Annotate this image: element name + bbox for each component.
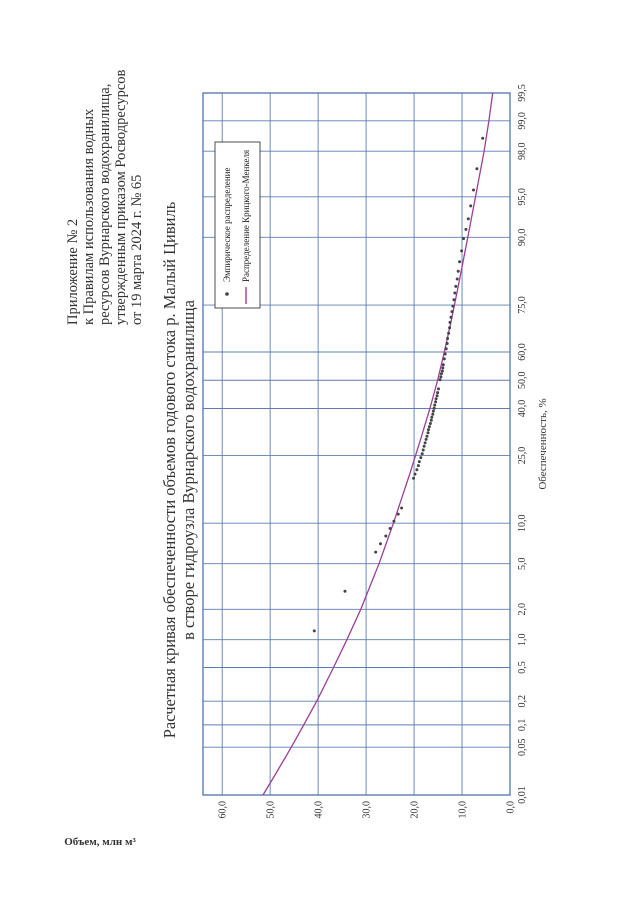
- empirical-point: [426, 435, 429, 438]
- x-tick-labels: [517, 84, 528, 804]
- empirical-point: [452, 298, 455, 301]
- legend-marker-empirical: [225, 292, 229, 296]
- empirical-point: [451, 305, 454, 308]
- chart-subtitle: в створе гидроузла Вурнарского водохранилища: [179, 300, 198, 640]
- empirical-point: [384, 535, 387, 538]
- x-tick-label: 0,01: [517, 786, 528, 804]
- annex-line-5: от 19 марта 2024 г. № 65: [129, 174, 145, 325]
- legend-label-empirical: Эмпирическое распределение: [222, 167, 232, 282]
- empirical-point: [435, 397, 438, 400]
- x-tick-label: 99,0: [517, 112, 528, 130]
- empirical-point: [418, 460, 421, 463]
- empirical-point: [439, 375, 442, 378]
- empirical-point: [447, 332, 450, 335]
- x-tick-label: 0,2: [517, 694, 528, 708]
- empirical-point: [442, 363, 445, 366]
- x-tick-label: 5,0: [517, 557, 528, 570]
- empirical-point: [412, 477, 415, 480]
- empirical-point: [453, 292, 456, 295]
- empirical-point: [437, 387, 440, 390]
- empirical-point: [433, 404, 436, 407]
- empirical-point: [464, 228, 467, 231]
- empirical-point: [419, 456, 422, 459]
- x-tick-label: 0,05: [517, 738, 528, 756]
- empirical-point: [450, 316, 453, 319]
- x-tick-label: 40,0: [517, 399, 528, 418]
- x-axis-title: Обеспеченность, %: [537, 398, 549, 490]
- empirical-point: [421, 452, 424, 455]
- empirical-point: [441, 366, 444, 369]
- empirical-point: [462, 237, 465, 240]
- empirical-point: [467, 217, 470, 220]
- empirical-point: [374, 551, 377, 554]
- empirical-point: [433, 407, 436, 410]
- empirical-point: [449, 321, 452, 324]
- empirical-point: [427, 428, 430, 431]
- empirical-point: [430, 416, 433, 419]
- x-tick-label: 0,1: [517, 718, 528, 732]
- empirical-point: [446, 337, 449, 340]
- empirical-point: [430, 419, 433, 422]
- empirical-point: [417, 464, 420, 467]
- empirical-point: [456, 278, 459, 281]
- annex-line-2: к Правилам использования водных: [81, 108, 97, 325]
- x-tick-label: 0,5: [517, 661, 528, 674]
- x-tick-label: 50,0: [517, 371, 528, 390]
- legend: [215, 142, 260, 308]
- empirical-point: [422, 449, 425, 452]
- y-tick-label: 40,0: [313, 801, 325, 819]
- x-tick-label: 99,5: [517, 84, 528, 102]
- empirical-point: [389, 527, 392, 530]
- x-tick-label: 25,0: [517, 446, 528, 465]
- x-tick-label: 2,0: [517, 603, 528, 616]
- empirical-point: [415, 468, 418, 471]
- empirical-point: [469, 204, 472, 207]
- empirical-point: [432, 410, 435, 413]
- empirical-point: [428, 425, 431, 428]
- empirical-point: [436, 391, 439, 394]
- empirical-point: [425, 438, 428, 441]
- empirical-point: [313, 629, 316, 632]
- empirical-point: [481, 137, 484, 140]
- empirical-point: [475, 167, 478, 170]
- annex-line-4: утвержденным приказом Росводресурсов: [113, 69, 129, 325]
- empirical-point: [424, 441, 427, 444]
- kritsky-menkel-curve: [263, 93, 493, 795]
- annex-block: [65, 69, 145, 325]
- empirical-point: [443, 357, 446, 360]
- y-tick-label: 10,0: [457, 801, 469, 819]
- empirical-point: [457, 270, 460, 273]
- y-tick-label: 0,0: [505, 801, 517, 814]
- x-tick-label: 95,0: [517, 188, 528, 206]
- empirical-point: [414, 473, 417, 476]
- empirical-point: [440, 372, 443, 375]
- empirical-point: [436, 394, 439, 397]
- series: [263, 93, 493, 795]
- empirical-point: [434, 400, 437, 403]
- empirical-point: [392, 520, 395, 523]
- empirical-point: [423, 445, 426, 448]
- x-tick-label: 75,0: [517, 296, 528, 314]
- empirical-point: [446, 342, 449, 345]
- legend-label-kritsky-menkel: Распределение Крицкого-Менкеля: [241, 149, 251, 282]
- empirical-point: [458, 260, 461, 263]
- empirical-point: [397, 513, 400, 516]
- empirical-point: [451, 310, 454, 313]
- empirical-point: [454, 285, 457, 288]
- empirical-point: [431, 413, 434, 416]
- empirical-point: [379, 542, 382, 545]
- annex-line-1: Приложение № 2: [65, 218, 81, 325]
- empirical-point: [439, 378, 442, 381]
- y-tick-label: 60,0: [217, 801, 229, 819]
- empirical-point: [445, 347, 448, 350]
- x-tick-label: 98,0: [517, 142, 528, 160]
- x-tick-label: 60,0: [517, 343, 528, 361]
- empirical-point: [400, 507, 403, 510]
- empirical-point: [429, 422, 432, 425]
- y-axis-title: Объем, млн м³: [64, 836, 136, 848]
- empirical-point: [427, 431, 430, 434]
- empirical-point: [441, 370, 444, 373]
- empirical-point: [444, 353, 447, 356]
- empirical-point: [460, 249, 463, 252]
- y-tick-labels: [218, 801, 517, 819]
- x-tick-label: 1,0: [517, 633, 528, 646]
- empirical-point: [472, 189, 475, 192]
- y-tick-label: 20,0: [409, 801, 421, 819]
- annex-line-3: ресурсов Вурнарского водохранилища,: [97, 83, 113, 325]
- empirical-point: [344, 590, 347, 593]
- y-tick-label: 50,0: [265, 801, 277, 819]
- x-tick-label: 90,0: [517, 228, 528, 247]
- y-tick-label: 30,0: [361, 801, 373, 819]
- empirical-point: [448, 326, 451, 329]
- chart-title: Расчетная кривая обеспеченности объемов годового стока р. Малый Цивиль: [160, 201, 179, 739]
- x-tick-label: 10,0: [517, 514, 528, 532]
